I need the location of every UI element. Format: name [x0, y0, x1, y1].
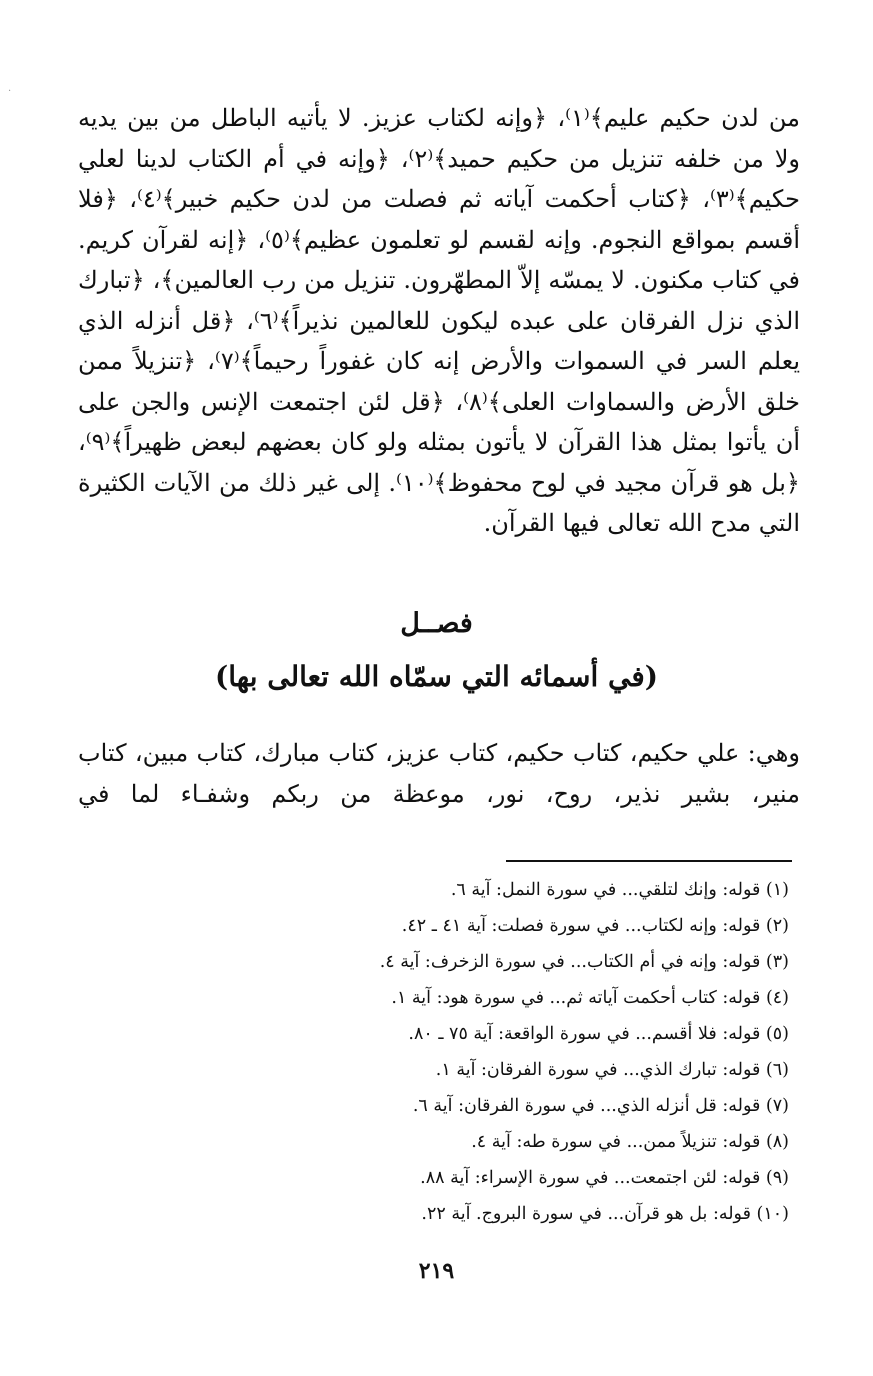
footnote-item: (١٠) قوله: بل هو قرآن... في سورة البروج. آية ٢٢. — [421, 1204, 789, 1224]
scan-margin-mark: · — [8, 86, 12, 97]
footnote-item: (٥) قوله: فلا أقسم... في سورة الواقعة: آية ٧٥ ـ ٨٠. — [408, 1024, 789, 1044]
footnote-item: (٣) قوله: وإنه في أم الكتاب... في سورة الزخرف: آية ٤. — [379, 952, 789, 972]
intro-paragraph: وهي: علي حكيم، كتاب حكيم، كتاب عزيز، كتاب مبارك، كتاب مبين، كتاب منير، بشير نذير، روح، نور، موعظة من ربكم وشفـاء لما في — [78, 739, 800, 808]
footnote-item: (٩) قوله: لئن اجتمعت... في سورة الإسراء: آية ٨٨. — [420, 1168, 789, 1188]
footnote-item: (٤) قوله: كتاب أحكمت آياته ثم... في سورة هود: آية ١. — [391, 988, 789, 1008]
footnote-item: (٧) قوله: قل أنزله الذي... في سورة الفرقان: آية ٦. — [412, 1096, 789, 1116]
page-number: ٢١٩ — [418, 1258, 455, 1284]
body-paragraph: من لدن حكيم عليم﴾⁽١⁾، ﴿وإنه لكتاب عزيز. لا يأتيه الباطل من بين يديه ولا من خلفه تنزيل من حكيم حميد﴾⁽٢⁾، ﴿وإنه في أم الكتاب لدينا لعلي حكيم﴾⁽٣⁾، ﴿كتاب أحكمت آياته ثم فصلت من لدن حكيم خبير﴾⁽٤⁾، ﴿فلا أقسم بمواقع النجوم. وإنه لقسم لو تعلمون عظيم﴾⁽٥⁾، ﴿إنه لقرآن كريم. في كتاب مكنون. لا يمسّه إلاّ المطهّرون. تنزيل من رب العالمين﴾، ﴿تبارك الذي نزل الفرقان على عبده ليكون للعالمين نذيراً﴾⁽٦⁾، ﴿قل أنزله الذي يعلم السر في السموات والأرض إنه كان غفوراً رحيماً﴾⁽٧⁾، ﴿تنزيلاً ممن خلق الأرض والسماوات العلى﴾⁽٨⁾، ﴿قل لئن اجتمعت الإنس والجن على أن يأتوا بمثل هذا القرآن لا يأتون بمثله ولو كان بعضهم لبعض ظهيراً﴾⁽٩⁾، ﴿بل هو قرآن مجيد في لوح محفوظ﴾⁽١٠⁾. إلى غير ذلك من الآيات الكثيرة التي مدح الله تعالى فيها القرآن. — [78, 104, 801, 537]
footnote-item: (١) قوله: وإنك لتلقي... في سورة النمل: آية ٦. — [450, 880, 789, 900]
section-subtitle: (في أسمائه التي سمّاه الله تعالى بها) — [215, 660, 658, 693]
footnote-divider — [506, 860, 792, 862]
footnotes-list — [189, 872, 789, 1232]
footnote-item: (٢) قوله: وإنه لكتاب... في سورة فصلت: آية ٤١ ـ ٤٢. — [401, 916, 789, 936]
footnote-item: (٨) قوله: تنزيلاً ممن... في سورة طه: آية ٤. — [471, 1132, 789, 1152]
footnote-item: (٦) قوله: تبارك الذي... في سورة الفرقان: آية ١. — [435, 1060, 789, 1080]
section-title: فصــل — [400, 608, 473, 639]
